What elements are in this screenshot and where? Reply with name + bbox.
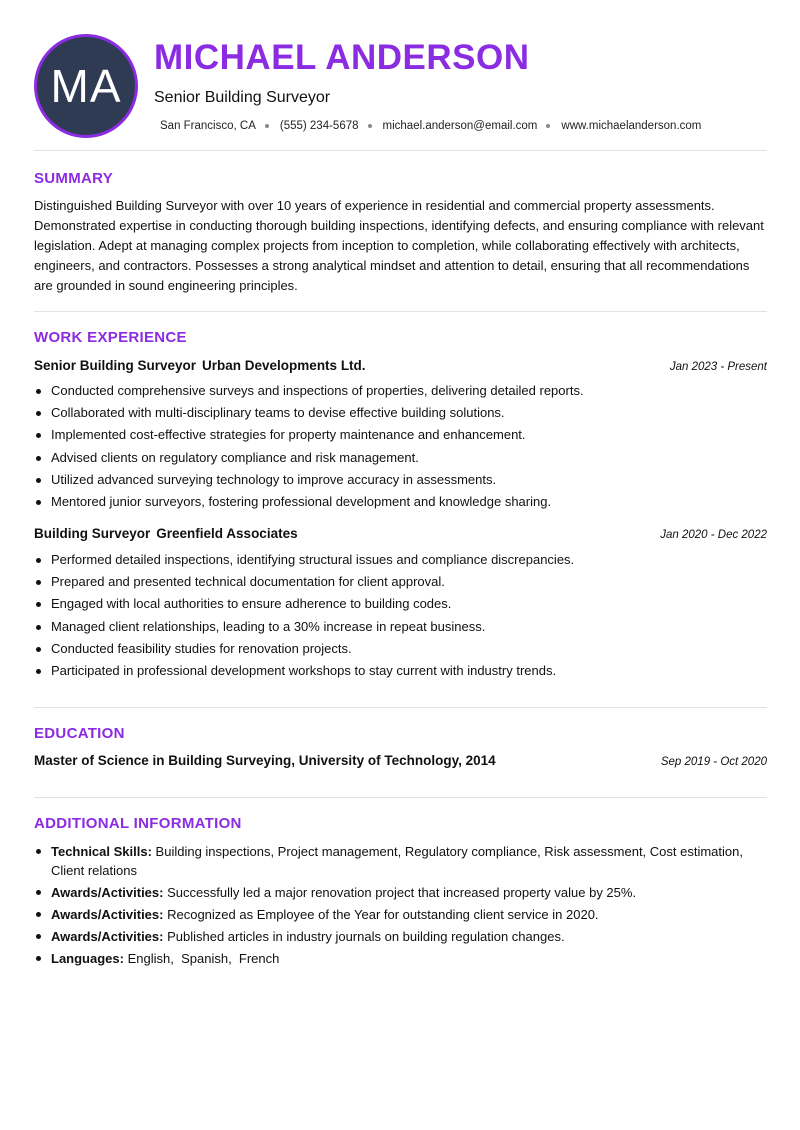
contact-bar [160, 120, 701, 132]
separator-dot [368, 124, 372, 128]
divider [34, 707, 767, 708]
job-bullet-list [34, 550, 767, 683]
education-dates: Sep 2019 - Oct 2020 [660, 756, 767, 768]
list-item: Implemented cost-effective strategies for property maintenance and enhancement. [34, 425, 767, 447]
job-title [34, 358, 366, 373]
list-item [34, 883, 767, 902]
separator-dot [546, 124, 550, 128]
job-dates: Jan 2023 - Present [669, 361, 767, 373]
item-label: Awards/Activities: [51, 885, 164, 900]
list-item: Conducted feasibility studies for renovation projects. [34, 639, 767, 661]
item-text: Building inspections, Project management, Regulatory compliance, Risk assessment, Cost estimation, Client relations [51, 844, 743, 878]
list-item: Prepared and presented technical documentation for client approval. [34, 572, 767, 594]
languages-item [34, 949, 767, 968]
job-dates: Jan 2020 - Dec 2022 [660, 529, 767, 541]
contact-email[interactable]: michael.anderson@email.com [382, 120, 538, 132]
divider [34, 797, 767, 798]
education-heading: EDUCATION [34, 725, 125, 742]
education-entry [34, 753, 767, 768]
job-company: Urban Developments Ltd. [202, 358, 366, 373]
language: , French [228, 951, 279, 966]
additional-info-list [34, 842, 767, 971]
list-item: Collaborated with multi-disciplinary teams to devise effective building solutions. [34, 403, 767, 425]
work-experience-heading: WORK EXPERIENCE [34, 329, 187, 346]
language: , Spanish [170, 951, 228, 966]
item-label: Awards/Activities: [51, 907, 164, 922]
job-bullet-list [34, 381, 767, 514]
divider [34, 150, 767, 151]
contact-website[interactable]: www.michaelanderson.com [561, 120, 702, 132]
list-item: Advised clients on regulatory compliance and risk management. [34, 448, 767, 470]
separator-dot [265, 124, 269, 128]
candidate-name: MICHAEL ANDERSON [154, 38, 530, 77]
language: English [127, 951, 171, 966]
item-text: Successfully led a major renovation project that increased property value by 25%. [167, 885, 637, 900]
education-degree: Master of Science in Building Surveying, University of Technology, 2014 [34, 753, 496, 768]
list-item [34, 905, 767, 924]
list-item: Mentored junior surveyors, fostering professional development and knowledge sharing. [34, 492, 767, 514]
job-header [34, 358, 767, 373]
job-header [34, 526, 767, 541]
avatar [34, 34, 138, 138]
summary-text: Distinguished Building Surveyor with over 10 years of experience in residential and commercial property assessments. Demonstrated expertise in conducting thorough building inspections, identifying defects, and ensuring compliance with relevant legislation. Adept at managing complex projects from inception to completion, while collaborating effectively with architects, engineers, and contractors. Possesses a strong analytical mindset and attention to detail, ensuring that all recommendations are grounded in sound engineering principles. [34, 198, 764, 293]
job-company: Greenfield Associates [156, 526, 298, 541]
divider [34, 311, 767, 312]
summary-heading: SUMMARY [34, 170, 114, 187]
list-item: Managed client relationships, leading to a 30% increase in repeat business. [34, 617, 767, 639]
contact-phone: (555) 234-5678 [279, 120, 359, 132]
languages-label: Languages: [51, 951, 124, 966]
list-item: Performed detailed inspections, identifying structural issues and compliance discrepancies. [34, 550, 767, 572]
item-text: Published articles in industry journals on building regulation changes. [167, 929, 565, 944]
contact-location: San Francisco, CA [160, 120, 256, 132]
job-position: Senior Building Surveyor [34, 358, 197, 373]
list-item [34, 927, 767, 946]
list-item: Engaged with local authorities to ensure adherence to building codes. [34, 594, 767, 616]
list-item: Utilized advanced surveying technology to improve accuracy in assessments. [34, 470, 767, 492]
item-label: Awards/Activities: [51, 929, 164, 944]
list-item [34, 842, 767, 880]
item-label: Technical Skills: [51, 844, 152, 859]
list-item: Participated in professional development workshops to stay current with industry trends. [34, 661, 767, 683]
job-position: Building Surveyor [34, 526, 151, 541]
list-item: Conducted comprehensive surveys and inspections of properties, delivering detailed reports. [34, 381, 767, 403]
item-text: Recognized as Employee of the Year for outstanding client service in 2020. [167, 907, 599, 922]
additional-info-heading: ADDITIONAL INFORMATION [34, 815, 242, 832]
avatar-initials: MA [50, 60, 122, 112]
job-title [34, 526, 298, 541]
candidate-role: Senior Building Surveyor [154, 89, 331, 106]
